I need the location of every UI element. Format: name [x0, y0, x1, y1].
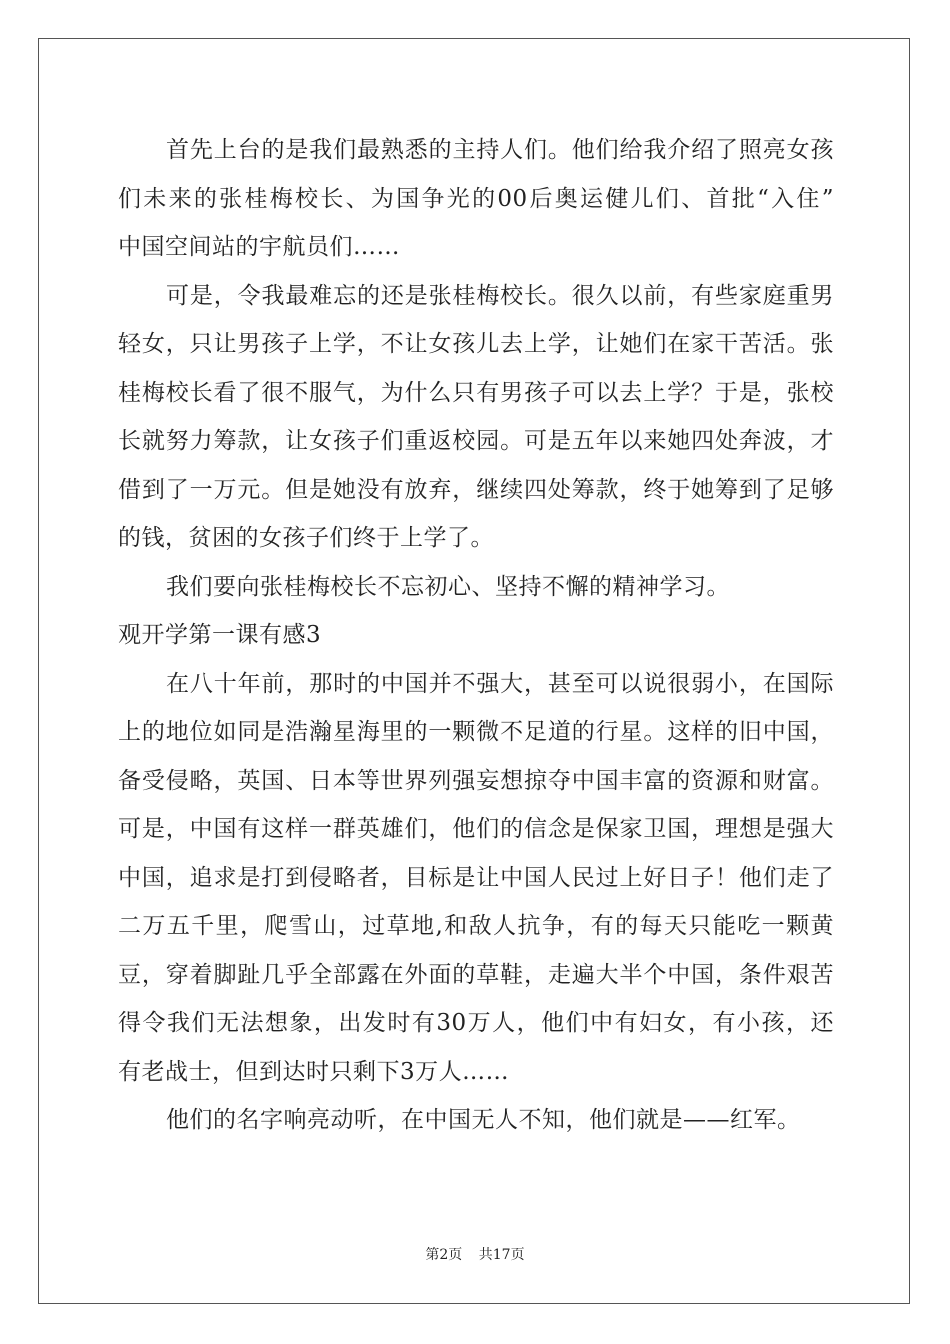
text-line: 轻女，只让男孩子上学，不让女孩儿去上学，让她们在家干苦活。张: [118, 331, 834, 357]
text-line: 首先上台的是我们最熟悉的主持人们。他们给我介绍了照亮女孩: [166, 137, 834, 163]
text-line: 可是，中国有这样一群英雄们，他们的信念是保家卫国，理想是强大: [118, 816, 834, 842]
text-line: 借到了一万元。但是她没有放弃，继续四处筹款，终于她筹到了足够: [118, 476, 834, 503]
text-line: 二万五千里，爬雪山，过草地,和敌人抗争，有的每天只能吃一颗黄: [118, 913, 834, 939]
text-line: 桂梅校长看了很不服气，为什么只有男孩子可以去上学？于是，张校: [118, 379, 834, 406]
text-line: 在八十年前，那时的中国并不强大，甚至可以说很弱小，在国际: [166, 670, 834, 697]
text-line: 的钱，贫困的女孩子们终于上学了。: [118, 525, 494, 551]
page-total: 共17页: [478, 1247, 525, 1263]
text-line: 备受侵略，英国、日本等世界列强妄想掠夺中国丰富的资源和财富。: [118, 767, 834, 794]
text-line: 得令我们无法想象，出发时有30万人，他们中有妇女，有小孩，还: [118, 1010, 834, 1036]
page-number: 第2页: [425, 1247, 463, 1263]
text-line: 有老战士，但到达时只剩下3万人……: [118, 1058, 510, 1085]
paragraph: [118, 126, 834, 272]
section-heading: 观开学第一课有感3: [118, 622, 322, 648]
text-line: 他们的名字响亮动听，在中国无人不知，他们就是——红军。: [166, 1107, 801, 1133]
text-line: 中国空间站的宇航员们……: [118, 234, 400, 260]
page-footer: [0, 1244, 950, 1264]
paragraph: [118, 1096, 834, 1145]
paragraph: [118, 660, 834, 1097]
paragraph: [118, 563, 834, 612]
text-line: 中国，追求是打到侵略者，目标是让中国人民过上好日子！他们走了: [118, 864, 834, 891]
document-body: [118, 126, 834, 1145]
text-line: 我们要向张桂梅校长不忘初心、坚持不懈的精神学习。: [166, 573, 730, 600]
text-line: 们未来的张桂梅校长、为国争光的00后奥运健儿们、首批“入住”: [118, 185, 834, 212]
text-line: 上的地位如同是浩瀚星海里的一颗微不足道的行星。这样的旧中国，: [118, 719, 834, 745]
text-line: 长就努力筹款，让女孩子们重返校园。可是五年以来她四处奔波，才: [118, 428, 834, 454]
text-line: 可是，令我最难忘的还是张桂梅校长。很久以前，有些家庭重男: [166, 282, 834, 309]
paragraph: [118, 272, 834, 563]
text-line: 豆，穿着脚趾几乎全部露在外面的草鞋，走遍大半个中国，条件艰苦: [118, 961, 834, 988]
